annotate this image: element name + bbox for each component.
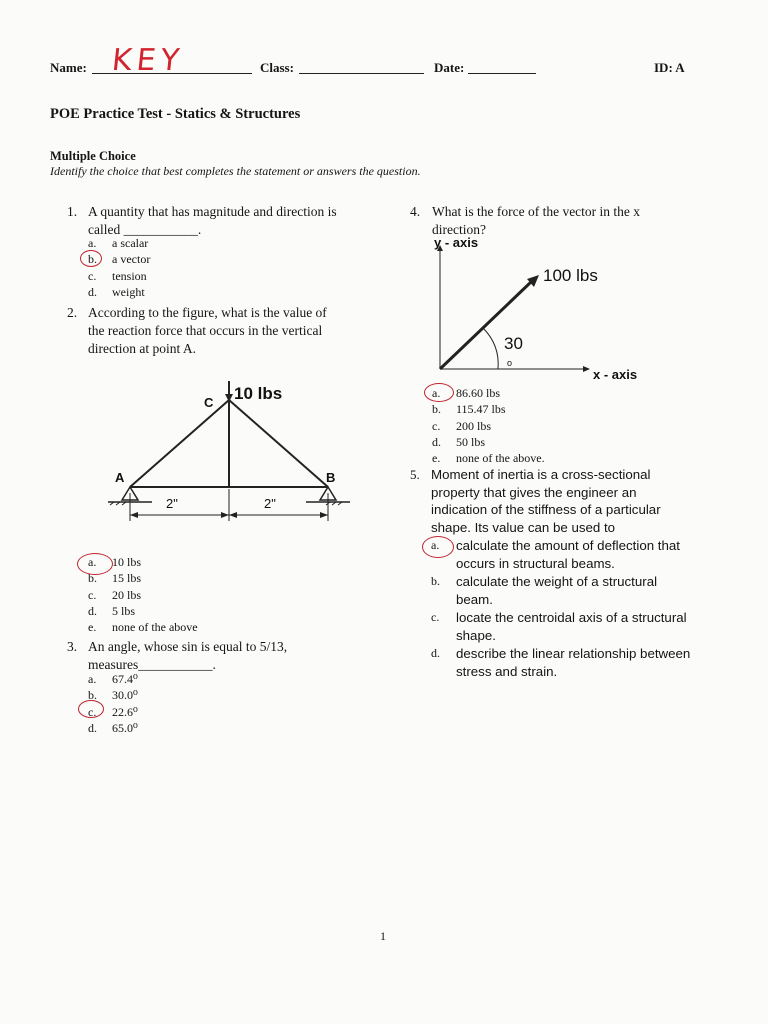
truss-figure: [100, 375, 360, 535]
options-q5: [410, 537, 730, 680]
option-text: 200 lbs: [456, 418, 492, 433]
option-letter: c.: [88, 268, 97, 283]
option-a[interactable]: [88, 554, 288, 570]
option-letter: d.: [432, 434, 441, 449]
section-instructions: Identify the choice that best completes the statement or answers the question.: [50, 164, 421, 178]
question-text: According to the figure, what is the value of: [88, 305, 327, 320]
option-text: 65.0⁰: [112, 720, 138, 735]
option-text: describe the linear relationship between: [456, 646, 691, 661]
vector-x-axis-label: x - axis: [593, 367, 638, 382]
option-text: none of the above: [112, 620, 198, 635]
question-3: [67, 638, 377, 674]
question-5: [410, 466, 730, 680]
option-a[interactable]: [88, 235, 288, 251]
vector-angle-label: 30: [504, 334, 523, 353]
option-text: a vector: [112, 252, 151, 267]
question-text: the reaction force that occurs in the vertical: [88, 323, 323, 338]
question-text: An angle, whose sin is equal to 5/13,: [88, 639, 288, 654]
option-b[interactable]: [431, 573, 730, 608]
id-label: ID: A: [654, 60, 685, 75]
answer-circle-q3: [78, 700, 104, 718]
option-letter: b.: [88, 571, 97, 586]
option-letter: b.: [432, 402, 441, 417]
option-text: tension: [112, 268, 147, 283]
option-text: 67.4⁰: [112, 672, 138, 686]
option-letter: d.: [88, 284, 97, 299]
vector-force-label: 100 lbs: [543, 266, 598, 285]
option-text: weight: [112, 284, 145, 299]
question-text: Moment of inertia is a cross-sectional: [431, 467, 651, 482]
truss-point-c: C: [204, 395, 214, 410]
option-text: 115.47 lbs: [456, 402, 506, 417]
truss-point-a: A: [115, 470, 125, 485]
option-c[interactable]: [432, 418, 652, 434]
answer-circle-q1: [80, 250, 102, 267]
option-c[interactable]: [88, 704, 288, 720]
page-number: 1: [380, 929, 386, 943]
option-letter: b.: [431, 574, 440, 588]
option-text: 20 lbs: [112, 587, 142, 602]
option-b[interactable]: [88, 251, 288, 267]
question-number: 1.: [67, 204, 78, 219]
option-letter: a.: [88, 555, 97, 569]
options-q1: [88, 235, 288, 300]
question-text: A quantity that has magnitude and direction is: [88, 204, 337, 219]
option-text: beam.: [456, 591, 493, 607]
option-letter: e.: [432, 451, 441, 466]
option-text: calculate the weight of a structural: [456, 574, 658, 589]
vector-figure: [425, 235, 655, 385]
question-number: 5.: [410, 467, 420, 482]
option-text: 10 lbs: [112, 555, 142, 569]
option-letter: d.: [88, 720, 97, 735]
option-c[interactable]: [88, 587, 288, 603]
option-letter: e.: [88, 620, 97, 635]
option-letter: a.: [88, 672, 97, 686]
question-text: shape. Its value can be used to: [431, 519, 616, 535]
option-e[interactable]: [88, 619, 288, 635]
option-d[interactable]: [88, 603, 288, 619]
class-line: [299, 59, 424, 74]
option-d[interactable]: [88, 720, 288, 736]
date-label: Date:: [434, 60, 465, 75]
option-text: 22.6⁰: [112, 704, 138, 719]
option-text: stress and strain.: [456, 663, 558, 679]
question-number: 2.: [67, 305, 78, 320]
option-c[interactable]: [88, 268, 288, 284]
option-text: a scalar: [112, 236, 149, 250]
option-text: 50 lbs: [456, 434, 486, 449]
option-letter: d.: [88, 603, 97, 618]
option-text: locate the centroidal axis of a structural: [456, 610, 687, 625]
option-letter: b.: [88, 252, 97, 267]
option-letter: b.: [88, 688, 97, 703]
question-number: 4.: [410, 204, 421, 219]
option-e[interactable]: [432, 450, 652, 466]
question-number: 3.: [67, 639, 78, 654]
option-c[interactable]: [431, 609, 730, 644]
name-handwritten: KEY: [110, 43, 186, 78]
question-text: direction at point A.: [88, 341, 196, 356]
option-letter: c.: [88, 704, 97, 719]
answer-circle-q4: [424, 383, 454, 402]
option-letter: a.: [432, 386, 441, 400]
question-4: [410, 203, 710, 239]
question-text: direction?: [432, 222, 486, 237]
question-text: measures___________.: [88, 657, 216, 672]
options-q3: [88, 671, 288, 736]
truss-dim-right: 2": [264, 496, 276, 511]
truss-point-b: B: [326, 470, 336, 485]
option-letter: c.: [431, 610, 440, 624]
question-text: called ___________.: [88, 222, 202, 237]
option-letter: a.: [88, 236, 97, 250]
question-text: What is the force of the vector in the x: [432, 204, 641, 219]
option-text: none of the above.: [456, 451, 545, 466]
option-b[interactable]: [88, 687, 288, 703]
section-heading: Multiple Choice: [50, 149, 136, 163]
option-d[interactable]: [432, 434, 652, 450]
option-letter: d.: [431, 646, 440, 660]
question-1: [67, 203, 377, 239]
option-a[interactable]: [432, 385, 652, 401]
vector-degree-symbol: o: [507, 358, 513, 368]
question-text: indication of the stiffness of a particular: [431, 502, 661, 517]
truss-dim-left: 2": [166, 496, 178, 511]
name-label: Name:: [50, 60, 87, 75]
vector-y-axis-label: y - axis: [434, 235, 479, 250]
option-text: calculate the amount of deflection that: [456, 538, 680, 553]
option-a[interactable]: [431, 537, 730, 572]
option-text: shape.: [456, 627, 496, 643]
option-letter: a.: [431, 538, 440, 552]
option-text: 30.0⁰: [112, 688, 138, 703]
header-row: [50, 43, 710, 79]
option-letter: c.: [88, 587, 97, 602]
question-2: [67, 304, 377, 358]
option-d[interactable]: [431, 645, 730, 680]
options-q2: [88, 554, 288, 635]
option-b[interactable]: [88, 570, 288, 586]
class-label: Class:: [260, 60, 294, 75]
option-text: occurs in structural beams.: [456, 555, 615, 571]
option-d[interactable]: [88, 284, 288, 300]
option-letter: c.: [432, 418, 441, 433]
question-text: property that gives the engineer an: [431, 484, 637, 500]
option-text: 15 lbs: [112, 571, 142, 586]
option-text: 86.60 lbs: [456, 386, 501, 400]
option-a[interactable]: [88, 671, 288, 687]
date-line: [468, 59, 536, 74]
answer-circle-q2: [77, 553, 113, 575]
test-title: POE Practice Test - Statics & Structures: [50, 106, 301, 122]
option-b[interactable]: [432, 401, 652, 417]
options-q4: [432, 385, 652, 466]
option-text: 5 lbs: [112, 603, 136, 618]
truss-load-label: 10 lbs: [234, 384, 283, 403]
answer-circle-q5: [422, 536, 454, 558]
